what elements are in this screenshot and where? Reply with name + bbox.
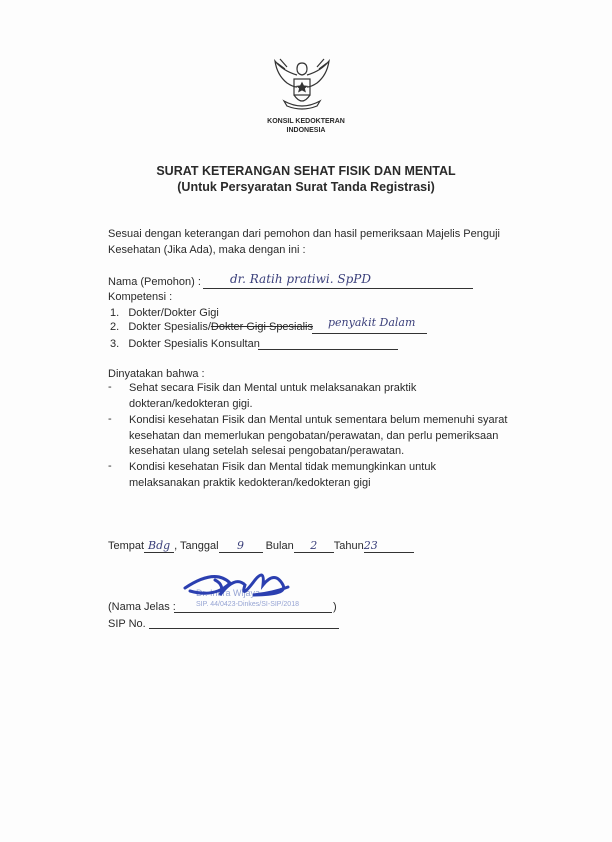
stamp-sip: SIP. 44/0423-Dinkes/SI-SIP/2018: [196, 601, 299, 608]
bulan-label: Bulan: [265, 540, 294, 552]
document-subtitle: (Untuk Persyaratan Surat Tanda Registrasi): [177, 180, 435, 194]
intro-line-2: Kesehatan (Jika Ada), maka dengan ini :: [108, 244, 306, 256]
document-title: SURAT KETERANGAN SEHAT FISIK DAN MENTAL: [156, 164, 456, 178]
item-number: 2.: [110, 321, 120, 333]
name-value: dr. Ratih pratiwi. SpPD: [230, 272, 371, 286]
kompetensi-item-1: [110, 307, 219, 319]
name-label: Nama (Pemohon) :: [108, 276, 201, 288]
kompetensi-label: Kompetensi :: [108, 291, 173, 303]
intro-line-1: Sesuai dengan keterangan dari pemohon dan hasil pemeriksaan Majelis Penguji: [108, 228, 500, 240]
tanggal-value: 9: [219, 539, 263, 553]
dash: -: [108, 460, 112, 472]
tempat-label: Tempat: [108, 540, 145, 552]
garuda-emblem-icon: [272, 55, 332, 115]
item-number: 3.: [110, 338, 120, 350]
dash: -: [108, 413, 112, 425]
item-label: Dokter/Dokter Gigi: [128, 307, 219, 319]
struck-option: Dokter Gigi Spesialis: [210, 321, 313, 333]
statement-3: Kondisi kesehatan Fisik dan Mental tidak memungkinkan untuk melaksanakan praktik kedokteran/kedokteran gigi: [129, 461, 436, 489]
specialist-value: penyakit Dalam: [328, 316, 416, 329]
org-name: [0, 117, 612, 135]
signature-icon: [175, 568, 305, 608]
bulan-value: 2: [294, 539, 334, 553]
signature-label: (Nama Jelas :: [108, 601, 176, 613]
kompetensi-item-2: [110, 321, 313, 333]
stamp-name: Dr. Indra Wijaya: [196, 588, 261, 598]
item-number: 1.: [110, 307, 120, 319]
tahun-label: Tahun: [333, 540, 364, 552]
tahun-value: 23: [364, 539, 414, 553]
statement-1: Sehat secara Fisik dan Mental untuk melaksanakan praktik dokteran/kedokteran gigi.: [129, 382, 417, 410]
konsultan-field-line: [258, 349, 398, 350]
statement-2: Kondisi kesehatan Fisik dan Mental untuk sementara belum memenuhi syarat kesehatan dan memerlukan pengobatan/perawatan, dan perlu pemeriksaan kesehatan ulang setelah selesai pengobatan/perawatan.: [129, 414, 508, 457]
tempat-value: Bdg: [144, 539, 174, 553]
item-label: Dokter Spesialis/: [128, 321, 211, 333]
declared-label: Dinyatakan bahwa :: [108, 368, 205, 380]
name-field-line: [203, 288, 473, 289]
date-line: [108, 539, 414, 553]
org-line-1: KONSIL KEDOKTERAN: [267, 118, 345, 125]
sip-label: SIP No.: [108, 618, 146, 630]
org-line-2: INDONESIA: [286, 127, 326, 134]
item-label: Dokter Spesialis Konsultan: [128, 338, 260, 350]
signature-line: [174, 612, 332, 613]
dash: -: [108, 381, 112, 393]
sip-line: [149, 628, 339, 629]
kompetensi-item-3: [110, 338, 260, 350]
specialist-field-line: [312, 333, 427, 334]
signature-close: ): [333, 601, 337, 613]
tanggal-label: , Tanggal: [174, 540, 219, 552]
